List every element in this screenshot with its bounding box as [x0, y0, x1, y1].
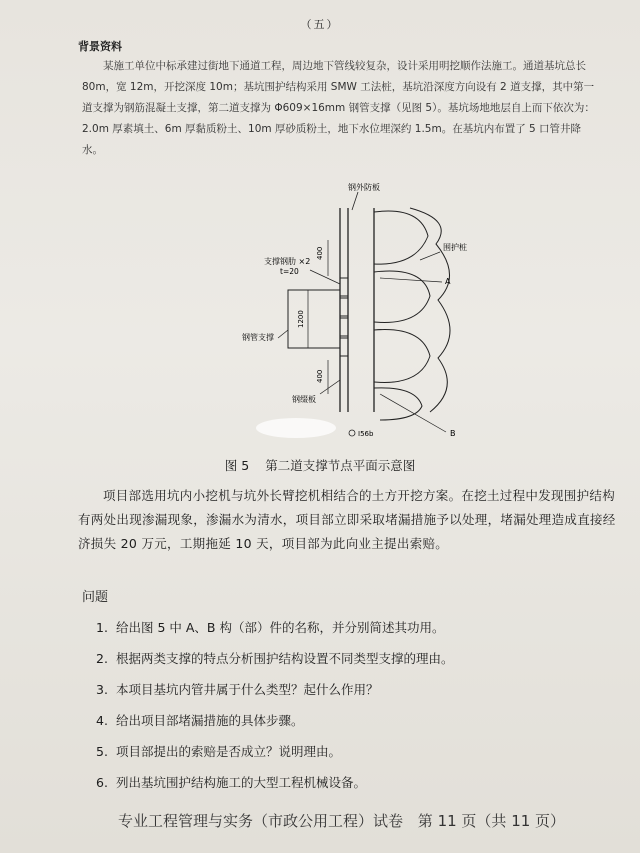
dim-400-top: 400 [316, 246, 324, 260]
pile [374, 388, 422, 420]
question-text: 本项目基坑内管井属于什么类型？起什么作用？ [116, 682, 379, 697]
label-i56b: I56b [358, 430, 374, 438]
question-text: 给出项目部堵漏措施的具体步骤。 [116, 713, 304, 728]
leader-b [380, 394, 446, 432]
questions-title: 问题 [82, 590, 109, 605]
question-number: 4. [96, 713, 108, 728]
label-gangguan: 钢管支撑 [242, 333, 274, 342]
leader-a [380, 278, 442, 282]
question-item [96, 767, 616, 798]
footer-page-number: 第 11 页（共 11 页） [417, 812, 566, 830]
pile [374, 330, 430, 383]
figure-caption-text: 第二道支撑节点平面示意图 [265, 458, 416, 473]
label-gangzhengban: 钢缀板 [292, 395, 316, 404]
dim-400-bottom: 400 [316, 369, 324, 383]
question-item [96, 643, 616, 674]
leader-top [352, 192, 358, 210]
dim-1200: 1200 [297, 310, 305, 328]
section-mark: （五） [300, 18, 340, 31]
question-item [96, 674, 616, 705]
body-paragraph: 项目部选用坑内小挖机与坑外长臂挖机相结合的土方开挖方案。在挖土过程中发现围护结构有两处出现渗漏现象，渗漏水为清水，项目部立即采取堵漏措施予以处理，堵漏处理造成直接经济损失 20 万元，工期拖延 10 天，项目部为此向业主提出索赔。 [78, 488, 616, 551]
question-text: 给出图 5 中 A、B 构（部）件的名称，并分别简述其功用。 [116, 620, 445, 635]
label-top: 钢外防板 [348, 183, 380, 192]
questions-list [96, 612, 616, 798]
footer-exam-title: 专业工程管理与实务（市政公用工程）试卷 [118, 812, 404, 830]
leader-gangguan [278, 330, 288, 338]
label-weizhuang: 围护桩 [443, 243, 467, 252]
pile [374, 271, 430, 322]
pile [374, 211, 428, 264]
figure-caption [0, 456, 640, 474]
background-text: 某施工单位中标承建过街地下通道工程，周边地下管线较复杂，设计采用明挖顺作法施工。通道基坑总长 80m，宽 12m，开挖深度 10m；基坑围护结构采用 SMW 工法桩，基坑沿深度方向设有 2 道支撑，其中第一道支撑为钢筋混凝土支撑，第二道支撑为 Φ609×16mm 钢管支撑（见图 5）。基坑场地地层自上而下依次为：2.0m 厚素填土、6m 厚黏质粉土、10m 厚砂质粉土，地下水位埋深约 1.5m。在基坑内布置了 5 口管井降水。 [82, 60, 595, 156]
question-item [96, 736, 616, 767]
plate [340, 338, 348, 356]
page-footer [118, 810, 565, 831]
strut-node-diagram [240, 180, 500, 450]
plate [340, 318, 348, 336]
question-text: 项目部提出的索赔是否成立？说明理由。 [116, 744, 342, 759]
question-number: 2. [96, 651, 108, 666]
steel-pipe-strut [288, 290, 340, 348]
question-text: 列出基坑围护结构施工的大型工程机械设备。 [116, 775, 367, 790]
figure-5-diagram [240, 180, 500, 450]
figure-caption-number: 图 5 [224, 458, 250, 473]
leader-stiffener [310, 270, 340, 284]
leader-weizhuang [420, 252, 440, 260]
label-a: A [445, 277, 451, 286]
question-number: 6. [96, 775, 108, 790]
plate [340, 278, 348, 296]
question-item [96, 705, 616, 736]
question-text: 根据两类支撑的特点分析围护结构设置不同类型支撑的理由。 [116, 651, 454, 666]
plate [340, 298, 348, 316]
stiffener-plates [340, 278, 348, 356]
watermark-smudge [256, 418, 336, 438]
pile-outer [410, 208, 450, 412]
question-item [96, 612, 616, 643]
label-t: t=20 [280, 267, 299, 276]
retaining-piles [374, 208, 450, 420]
label-b: B [450, 429, 456, 438]
section-circle [349, 430, 355, 436]
question-number: 3. [96, 682, 108, 697]
label-zhicheng-jinlei: 支撑钢肋 ×2 [264, 257, 311, 266]
question-number: 1. [96, 620, 108, 635]
question-number: 5. [96, 744, 108, 759]
background-title: 背景资料 [78, 40, 122, 53]
